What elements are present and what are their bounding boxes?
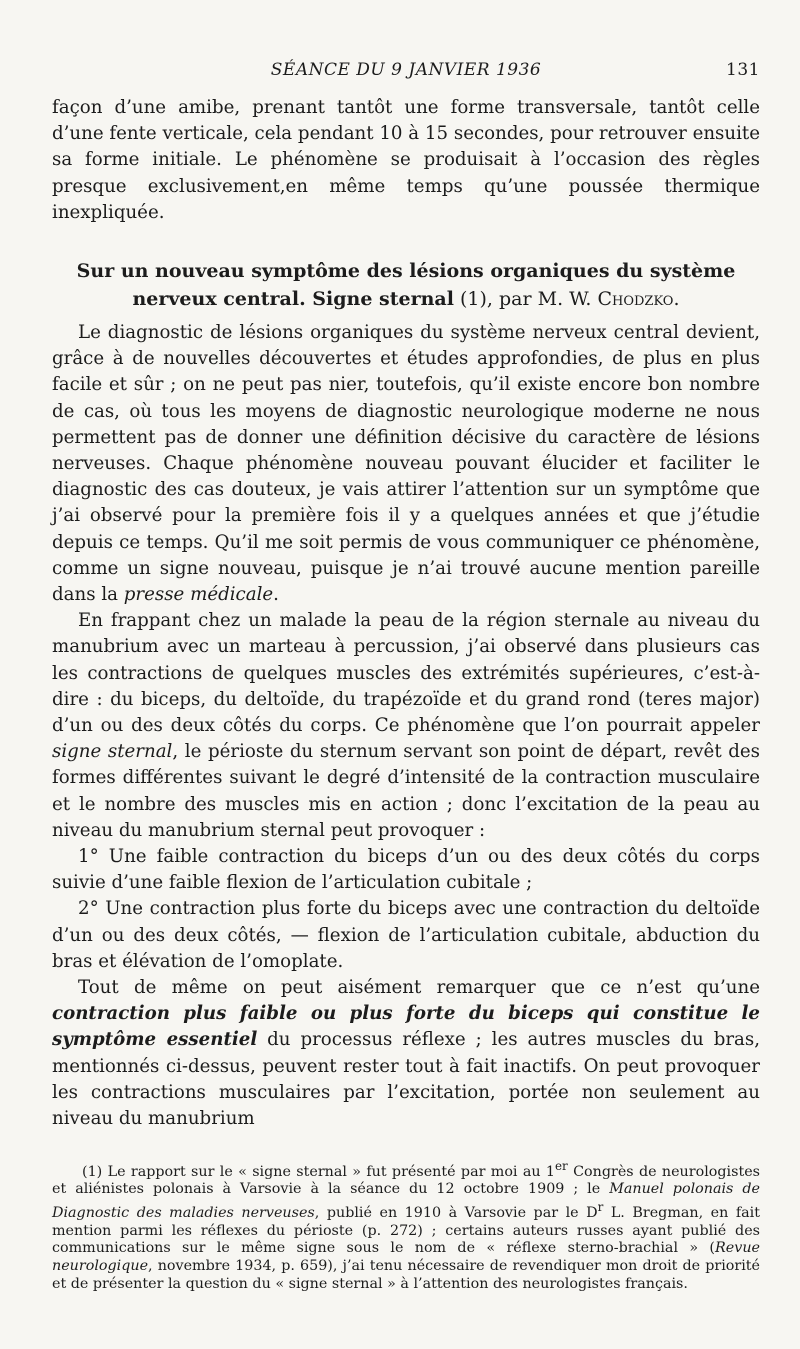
title-note-ref: (1), par [453,288,538,310]
footnote-text: (1) Le rapport sur le « signe sternal » fut présenté par moi au 1er Congrès de neurologistes et aliénistes polonais à Varsovie à la séance du 12 octobre 1909 ; le Manuel polonais de Diagnostic des maladies nerveuses, publié en 1910 à Varsovie par le $D^r$ L. Bregman, en fait mention parmi les réflexes du périoste (p. 272) ; certains auteurs russes ayant publié des communications sur le même signe sous le nom de « réflexe sterno-brachial » (Revue neurologique, novembre 1934, p. 659), j’ai tenu nécessaire de revendiquer mon droit de priorité et de présenter la question du « signe sternal » à l’attention des neurologistes français. [52,1159,760,1292]
title-end: . [673,288,680,310]
paragraph-1: Le diagnostic de lésions organiques du système nerveux central devient, grâce à de nouvelles découvertes et études approfondies, de plus en plus facile et sûr ; on ne peut pas nier, toutefois, qu’il existe encore bon nombre de cas, où tous les moyens de diagnostic neurologique moderne ne nous permettent pas de donner une définition décisive du caractère de lésions nerveuses. Chaque phénomène nouveau pouvant élucider et faciliter le diagnostic des cas douteux, je vais attirer l’attention sur un symptôme que j’ai observé pour la première fois il y a quelques années et que j’étudie depuis ce temps. Qu’il me soit permis de vous communiquer ce phénomène, comme un signe nouveau, puisque je n’ai trouvé aucune mention pareille dans la presse médicale. [52,322,760,606]
paragraph-3: Tout de même on peut aisément remarquer que ce n’est qu’une contraction plus faible ou plus forte du biceps qui constitue le symptôme essentiel du processus réflexe ; les autres muscles du bras, mentionnés ci-dessus, peuvent rester tout à fait inactifs. On peut provoquer les contractions musculaires par l’excitation, portée non seulement au niveau du manubrium [52,977,760,1130]
title-bold-part: nerveux central. Signe sternal [132,288,454,310]
list-item-1: 1° Une faible contraction du biceps d’un ou des deux côtés du corps suivie d’une faible flexion de l’articulation cubitale ; [52,846,760,894]
author-initials: M. W. [537,288,598,310]
intro-paragraph [52,95,760,226]
article-body [52,320,760,1132]
title-line-2 [52,285,760,313]
author-name: Chodzko [597,288,674,310]
list-item-2: 2° Une contraction plus forte du biceps avec une contraction du deltoïde d’un ou des deux côtés, — flexion de l’articulation cubitale, abduction du bras et élévation de l’omoplate. [52,898,760,972]
article-title [52,257,760,313]
footnote-marker: (1) [82,1163,103,1180]
paragraph-2: En frappant chez un malade la peau de la région sternale au niveau du manubrium avec un marteau à percussion, j’ai observé dans plusieurs cas les contractions de quelques muscles des extrémités supérieures, c’est-à-dire : du biceps, du deltoïde, du trapézoïde et du grand rond (teres major) d’un ou des deux côtés du corps. Ce phénomène que l’on pourrait appeler signe sternal, le périoste du sternum servant son point de départ, revêt des formes différentes suivant le degré d’intensité de la contraction musculaire et le nombre des muscles mis en action ; donc l’excitation de la peau au niveau du manubrium sternal peut provoquer : [52,610,760,841]
title-line-1: Sur un nouveau symptôme des lésions organiques du système [76,260,736,282]
footnote [52,1158,760,1293]
italic-presse-medicale: presse médicale [123,584,274,606]
italic-signe-sternal: signe sternal [52,741,173,763]
running-head [52,60,760,84]
page-number: 131 [726,60,760,80]
italic-emphasis: contraction plus faible ou plus forte du biceps qui constitue le symptôme essentiel [52,1003,760,1051]
running-title: SÉANCE DU 9 JANVIER 1936 [270,60,542,80]
intro-text: façon d’une amibe, prenant tantôt une forme transversale, tantôt celle d’une fente verticale, cela pendant 10 à 15 secondes, pour retrouver ensuite sa forme initiale. Le phénomène se produisait à l’occasion des règles presque exclusivement,en même temps qu’une poussée thermique inexpliquée. [52,97,760,223]
